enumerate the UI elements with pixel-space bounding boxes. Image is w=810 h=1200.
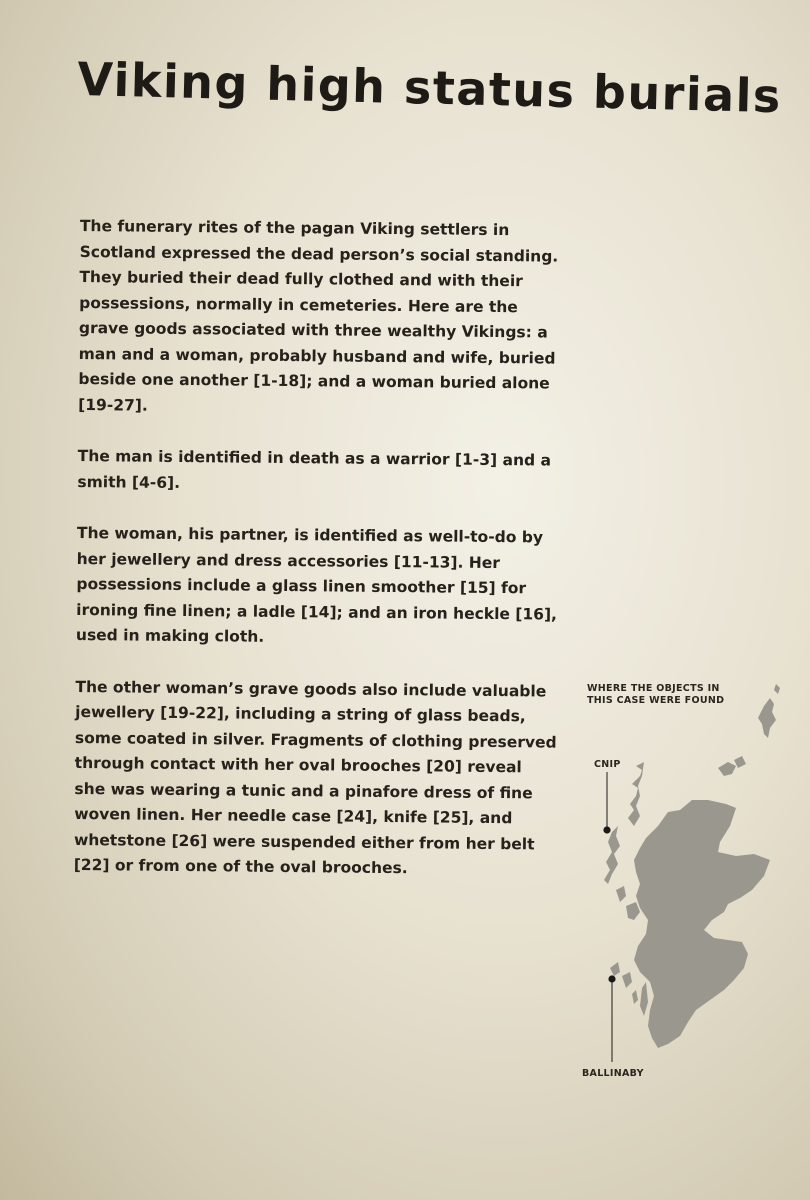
map-heading: WHERE THE OBJECTS IN THIS CASE WERE FOUND [587,683,725,706]
location-map [578,676,810,1096]
ballinaby-label: BALLINABY [582,1068,644,1079]
man-paragraph: The man is identified in death as a warrior [1-3] and a smith [4-6]. [77,446,552,492]
scotland-landmass [604,684,780,1048]
scotland-map-graphic [578,676,810,1096]
cnip-label: CNIP [594,759,621,770]
panel-title: Viking high status burials [76,52,783,124]
panel-body-text [73,214,562,909]
location-markers [603,772,615,1062]
other-woman-paragraph: The other woman’s grave goods also include valuable jewellery [19-22], including a string of glass beads, some coated in silver. Fragments of clothing preserved through contact with her oval brooches [20] reveal she was wearing a tunic and a pinafore dress of fine woven linen. Her needle case [24], knife [25], and whetstone [26] were suspended either from her belt [22] or from one of the oval brooches. [73,677,557,878]
intro-paragraph: The funerary rites of the pagan Viking settlers in Scotland expressed the dead person’s social standing. They buried their dead fully clothed and with their possessions, normally in cemeteries. Here are the grave goods associated with three wealthy Vikings: a man and a woman, probably husband and wife, buried beside one another [1-18]; and a woman buried alone [19-27]. [78,216,559,415]
cnip-marker [603,826,610,833]
woman-partner-paragraph: The woman, his partner, is identified as well-to-do by her jewellery and dress accessories [11-13]. Her possessions include a glass linen smoother [15] for ironing fine linen; a ladle [14]; and an iron heckle [16], used in making cloth. [75,523,558,646]
